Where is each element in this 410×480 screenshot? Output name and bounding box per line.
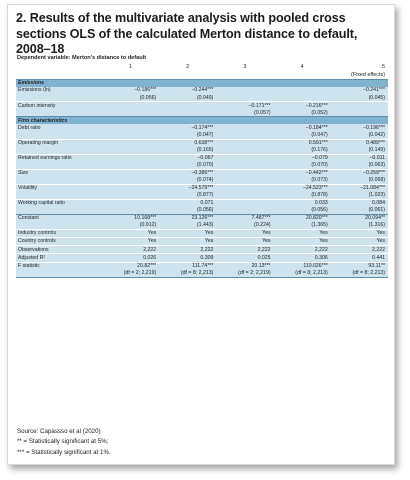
table-row-se: (0.877) (0.878) (1.023) [16, 192, 388, 200]
table-row: Debt ratio −0.174*** −0.184*** −0.196*** [16, 124, 388, 132]
table-row-industry-controls: Industry controls Yes Yes Yes Yes Yes [16, 229, 388, 237]
table-row: Operating margin 0.638*** 0.591*** 0.489*** [16, 139, 388, 147]
source-note: Source: Capassso et al (2020) [17, 428, 101, 435]
table-header [16, 63, 388, 79]
table-row-se: (0.056) (0.049) (0.045) [16, 94, 388, 102]
table-row-df: (df = 2; 2,219) (df = 8; 2,213) (df = 2; 2,219) (df = 8; 2,213) (df = 8; 2,213) [16, 270, 388, 278]
table-row: Size −0.386*** −0.442*** −0.259*** [16, 169, 388, 177]
table-row: Carbon intensity −0.171*** −0.216*** [16, 102, 388, 110]
header-blank [16, 63, 102, 71]
fixed-effects-note: (Fixed effects) [350, 71, 385, 78]
table-row-se: (0.912) (1.443) (0.224) (1.365) (1.316) [16, 222, 388, 230]
table-row: Retained earnings ratio −0.067 −0.079 −0.011 [16, 154, 388, 162]
regression-table [16, 63, 388, 278]
table-row-se: (0.047) (0.047) (0.042) [16, 132, 388, 140]
column-header-5: 5 [382, 64, 385, 70]
table-row: Volatility −24.579*** −24.523*** −21.084*** [16, 184, 388, 192]
column-header-3: 3 [243, 64, 247, 70]
figure-card [7, 4, 395, 465]
column-header-4: 4 [300, 64, 304, 70]
column-header-2: 2 [186, 64, 190, 70]
dependent-variable-label: Dependent variable: Merton's distance to default [17, 55, 147, 61]
table-row-country-controls: Country controls Yes Yes Yes Yes Yes [16, 237, 388, 245]
significance-note-1: *** = Statistically significant at 1%. [17, 448, 111, 456]
table-row-adjusted-r2: Adjusted R² 0.026 0.309 0.025 0.306 0.441 [16, 254, 388, 262]
section-firm-characteristics: Firm characteristics [16, 117, 388, 125]
section-emissions: Emissions [16, 79, 388, 87]
table-row: Working capital ratio 0.071 0.033 0.084 [16, 199, 388, 207]
significance-note-5: ** = Statistically significant at 5%; [17, 438, 109, 446]
table-row-se: (0.057) (0.052) [16, 109, 388, 117]
figure-title: 2. Results of the multivariate analysis with pooled cross sections OLS of the calculated Merton distance to default, 2008–18 [16, 11, 358, 56]
table-row-f-statistic: F statistic 20.82*** 111.74*** 20.13*** 110.026*** 93.11** [16, 262, 388, 270]
table-row-observations: Observations 2,222 2,222 2,222 2,222 2,222 [16, 246, 388, 254]
table-row-se: (0.165) (0.176) (0.149) [16, 147, 388, 155]
table-row-se: (0.070) (0.070) (0.063) [16, 162, 388, 170]
table-row: Emissions (ln) −0.186*** −0.244*** −0.241*** [16, 87, 388, 95]
table-row-se: (0.074) (0.073) (0.068) [16, 177, 388, 185]
table-row-constant: Constant 10.168*** 23.126*** 7.487*** 20.820*** 20.094** [16, 214, 388, 222]
table-row-se: (0.056) (0.056) (0.061) [16, 207, 388, 215]
column-header-1: 1 [129, 64, 133, 70]
table-notes [17, 427, 111, 458]
